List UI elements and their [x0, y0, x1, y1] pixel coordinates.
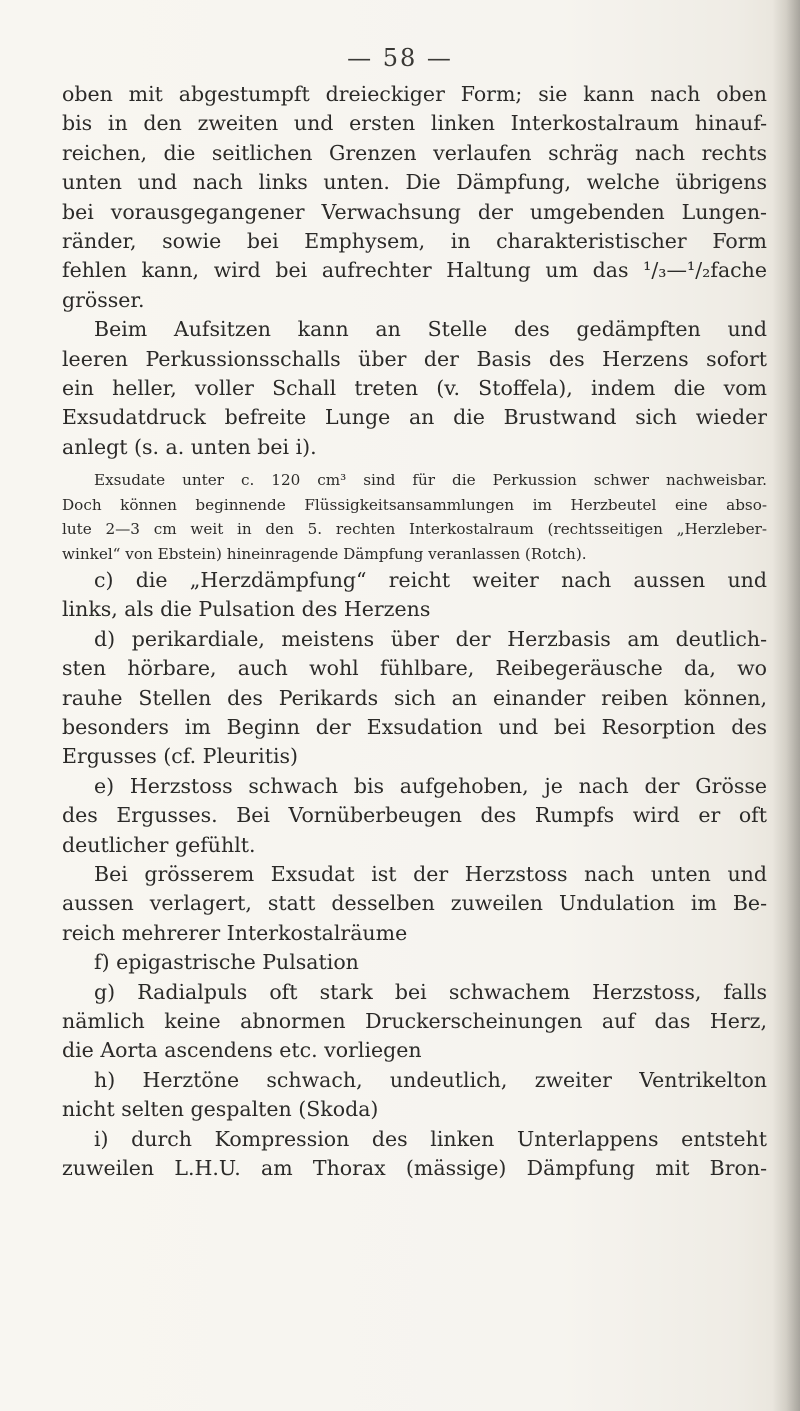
text-line: besonders im Beginn der Exsudation und bei Resorption des: [62, 715, 767, 740]
text-line: sten hörbare, auch wohl fühlbare, Reibegeräusche da, wo: [62, 656, 767, 681]
text-line: rauhe Stellen des Perikards sich an einander reiben können,: [62, 685, 767, 710]
small-print-note: [62, 468, 767, 566]
text-line: h) Herztöne schwach, undeutlich, zweiter Ventrikelton: [94, 1067, 767, 1092]
text-line: bei vorausgegangener Verwachsung der umgebenden Lungen-: [62, 199, 767, 224]
page-number: — 58 —: [347, 44, 453, 72]
text-line: reich mehrerer Interkostalräume: [62, 920, 408, 945]
text-line: des Ergusses. Bei Vornüberbeugen des Rumpfs wird er oft: [62, 803, 767, 828]
text-line: Exsudatdruck befreite Lunge an die Brustwand sich wieder: [62, 405, 767, 430]
page-edge-shadow: [772, 0, 800, 1411]
text-line: links, als die Pulsation des Herzens: [62, 597, 431, 622]
item-g: [62, 978, 767, 1066]
text-line: e) Herzstoss schwach bis aufgehoben, je nach der Grösse: [94, 773, 767, 798]
text-line: ein heller, voller Schall treten (v. Stoffela), indem die vom: [62, 375, 767, 400]
text-line: g) Radialpuls oft stark bei schwachem Herzstoss, falls: [94, 979, 767, 1004]
text-line: grösser.: [62, 287, 145, 312]
text-line: winkel“ von Ebstein) hineinragende Dämpfung veranlassen (Rotch).: [62, 544, 587, 563]
text-line: Exsudate unter c. 120 cm³ sind für die Perkussion schwer nachweisbar.: [94, 471, 767, 490]
item-f: [62, 948, 767, 977]
text-line: die Aorta ascendens etc. vorliegen: [62, 1038, 422, 1063]
text-line: f) epigastrische Pulsation: [94, 950, 359, 975]
paragraph-aufsitzen: [62, 315, 767, 462]
text-line: aussen verlagert, statt desselben zuweilen Undulation im Be-: [62, 891, 767, 916]
text-line: reichen, die seitlichen Grenzen verlaufen schräg nach rechts: [62, 140, 767, 165]
text-line: fehlen kann, wird bei aufrechter Haltung um das ¹/₃—¹/₂fache: [62, 258, 767, 283]
item-d: [62, 625, 767, 772]
paragraph-groesserem-exsudat: [62, 860, 767, 948]
text-line: lute 2—3 cm weit in den 5. rechten Interkostalraum (rechtsseitigen „Herzleber-: [62, 520, 767, 539]
text-line: Doch können beginnende Flüssigkeitsansammlungen im Herzbeutel eine abso-: [62, 495, 767, 514]
text-line: Ergusses (cf. Pleuritis): [62, 744, 299, 769]
text-line: oben mit abgestumpft dreieckiger Form; sie kann nach oben: [62, 82, 767, 106]
text-line: anlegt (s. a. unten bei i).: [62, 434, 317, 459]
text-line: unten und nach links unten. Die Dämpfung, welche übrigens: [62, 170, 767, 195]
body-text: [62, 80, 767, 1183]
text-line: bis in den zweiten und ersten linken Interkostalraum hinauf-: [62, 111, 767, 136]
item-c: [62, 566, 767, 625]
text-line: Bei grösserem Exsudat ist der Herzstoss nach unten und: [94, 861, 767, 886]
item-e: [62, 772, 767, 860]
text-line: d) perikardiale, meistens über der Herzbasis am deutlich-: [94, 626, 767, 651]
text-line: nicht selten gespalten (Skoda): [62, 1097, 379, 1122]
item-h: [62, 1066, 767, 1125]
text-line: i) durch Kompression des linken Unterlappens entsteht: [94, 1126, 767, 1151]
text-line: nämlich keine abnormen Druckerscheinungen auf das Herz,: [62, 1008, 767, 1033]
text-line: deutlicher gefühlt.: [62, 832, 256, 857]
text-line: zuweilen L.H.U. am Thorax (mässige) Dämpfung mit Bron-: [62, 1155, 767, 1180]
paragraph-continuation: [62, 80, 767, 315]
text-line: c) die „Herzdämpfung“ reicht weiter nach aussen und: [94, 568, 767, 593]
text-line: Beim Aufsitzen kann an Stelle des gedämpften und: [94, 317, 767, 342]
text-line: leeren Perkussionsschalls über der Basis des Herzens sofort: [62, 346, 767, 371]
text-line: ränder, sowie bei Emphysem, in charakteristischer Form: [62, 228, 767, 253]
item-i: [62, 1125, 767, 1184]
